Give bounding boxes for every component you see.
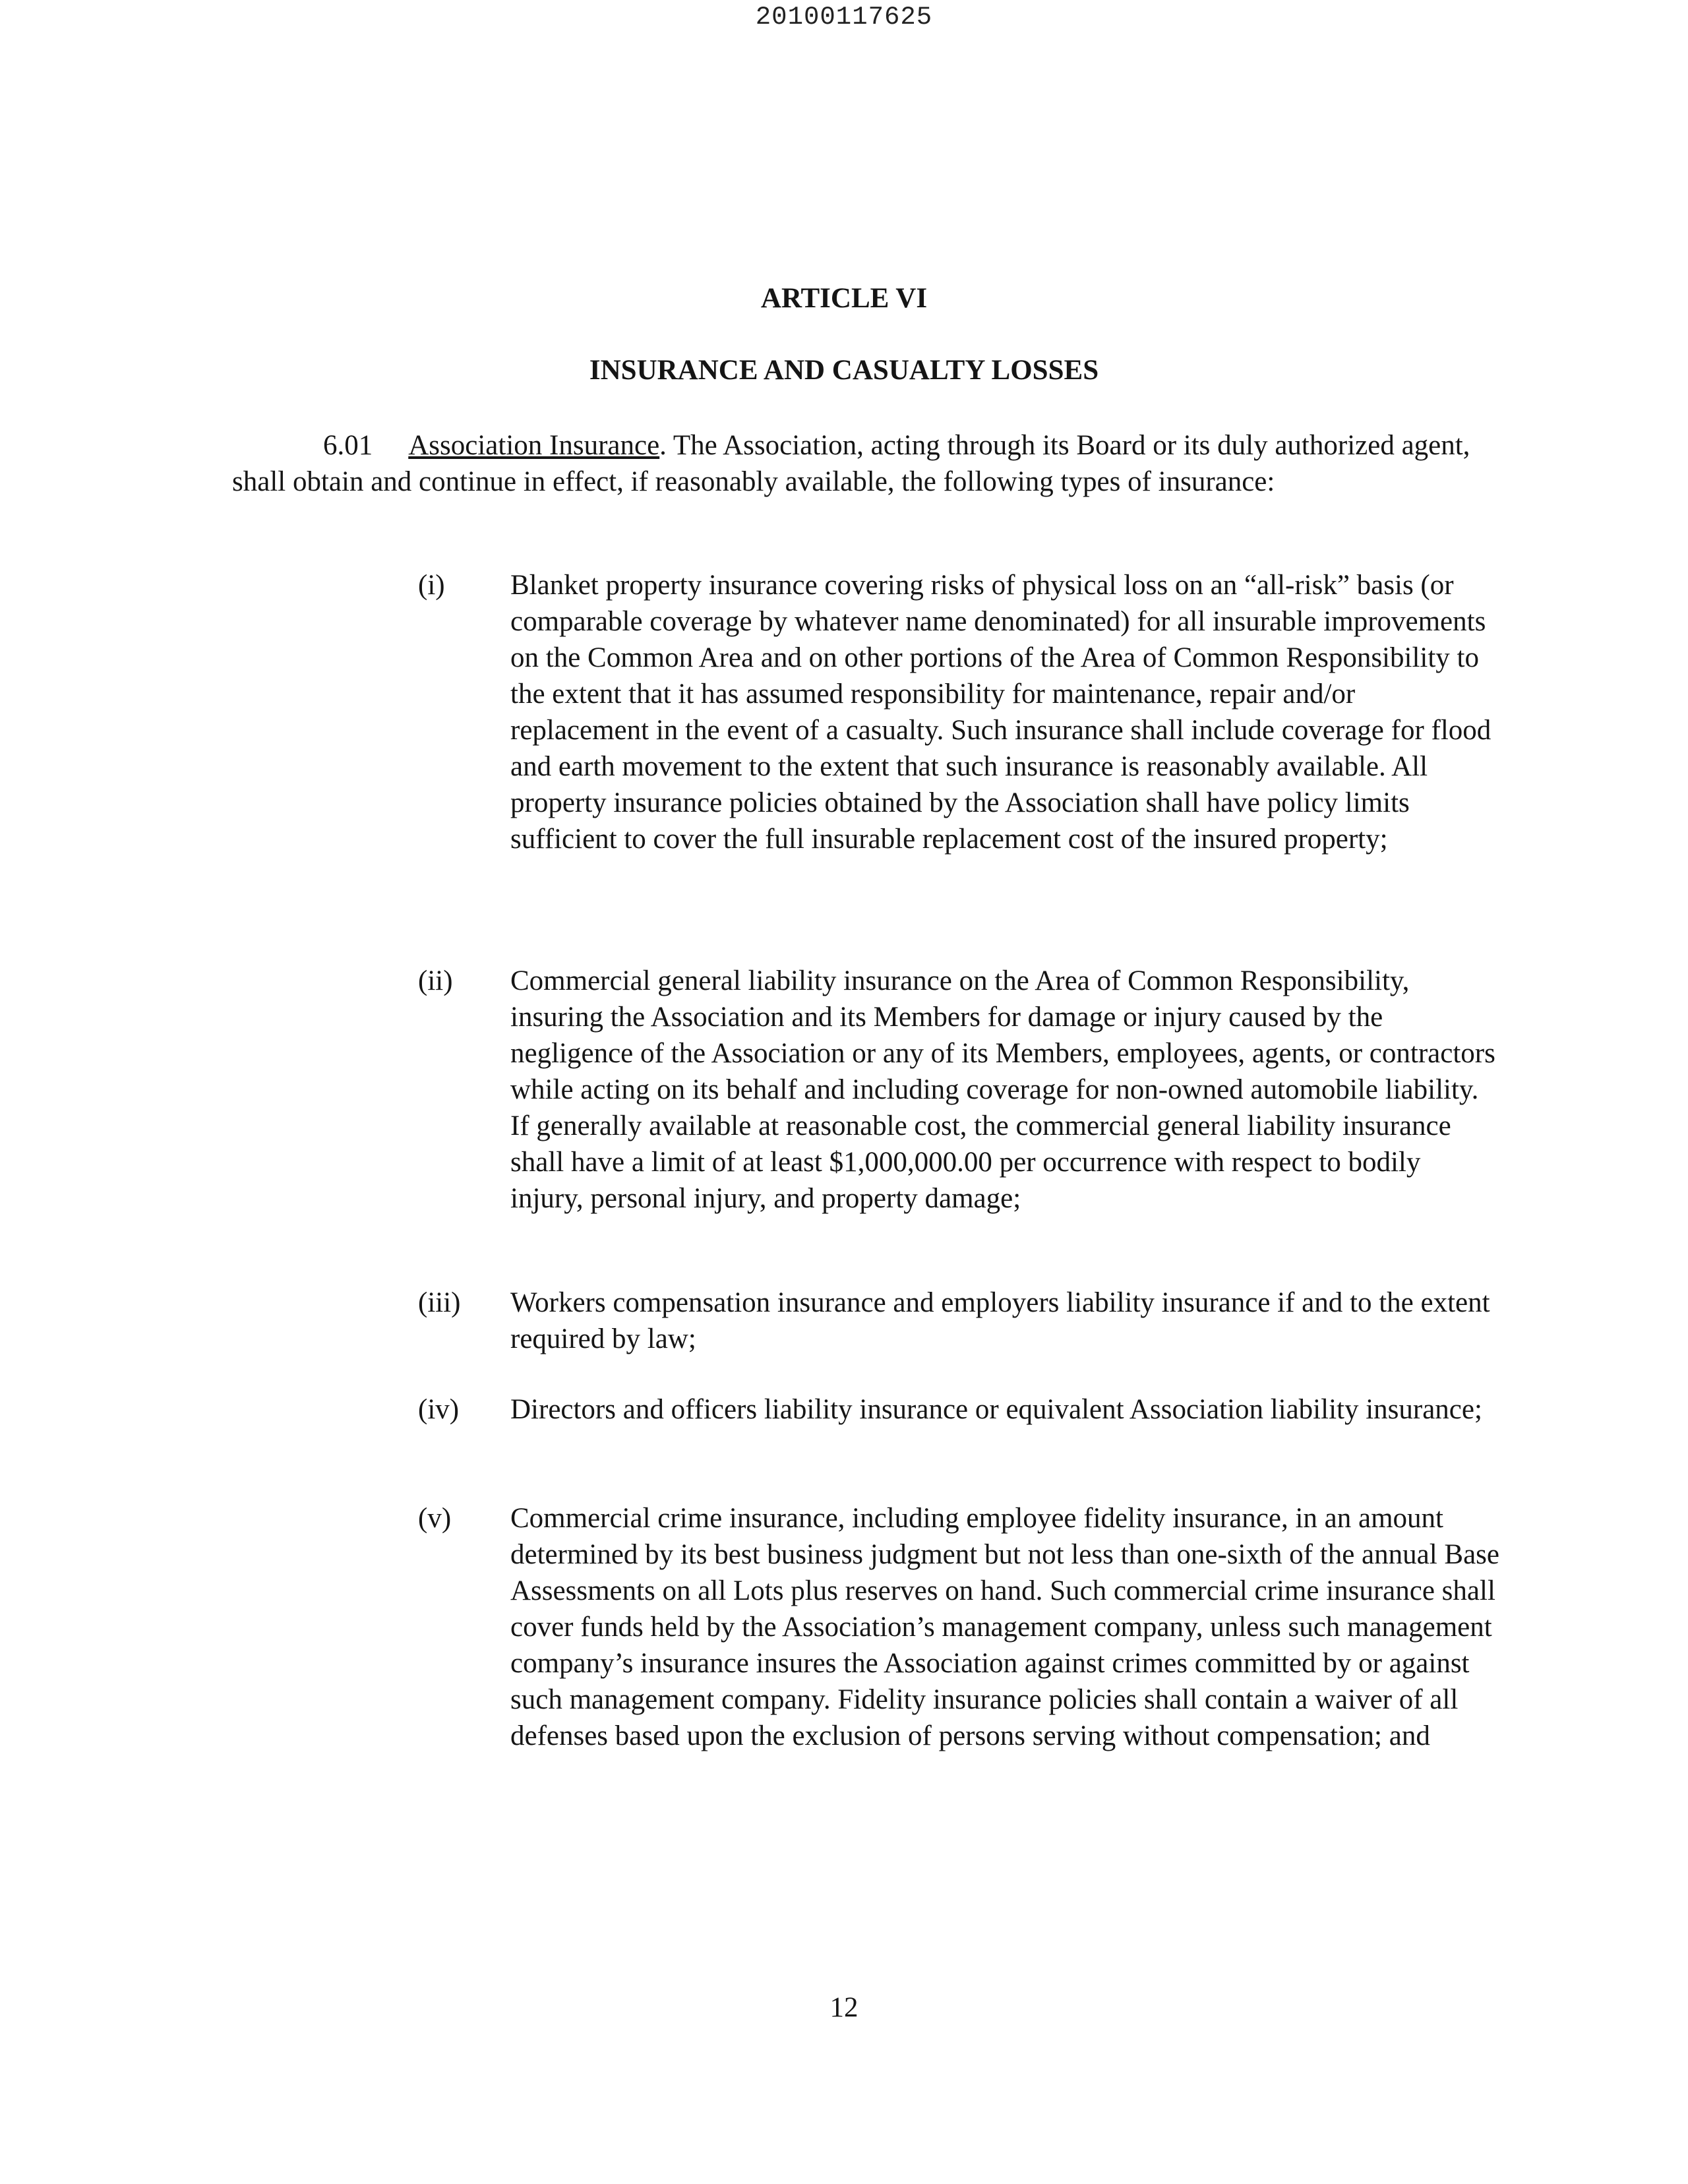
section-number: 6.01 [323,430,373,461]
list-marker: (ii) [418,965,453,996]
article-title: ARTICLE VI [760,283,928,314]
list-text: Workers compensation insurance and employers liability insurance if and to the extent required by law; [510,1287,1490,1354]
list-text: Blanket property insurance covering risks of physical loss on an “all-risk” basis (or comparable coverage by whatever name denominated) for all insurable improvements on the Common Area and on other portions of the Area of Common Responsibility to the extent that it has assumed responsibility for maintenance, repair and/or replacement in the event of a casualty. Such insurance shall include coverage for flood and earth movement to the extent that such insurance is reasonably available. All property insurance policies obtained by the Association shall have policy limits sufficient to cover the full insurable replacement cost of the insured property; [510,570,1492,855]
list-text: Commercial crime insurance, including employee fidelity insurance, in an amount determined by its best business judgment but not less than one-sixth of the annual Base Assessments on all Lots plus reserves on hand. Such commercial crime insurance shall cover funds held by the Association’s management company, unless such management company’s insurance insures the Association against crimes committed by or against such management company. Fidelity insurance policies shall contain a waiver of all defenses based upon the exclusion of persons serving without compensation; and [510,1503,1499,1751]
section-heading: Association Insurance [408,430,660,461]
page-number: 12 [829,1992,859,2023]
section-paragraph [232,427,1472,500]
section-text: The Association, acting through its Board or its duly authorized agent, shall obtain and continue in effect, if reasonably available, the following types of insurance: [232,430,1470,497]
article-subtitle: INSURANCE AND CASUALTY LOSSES [589,355,1099,386]
section-heading-punct: . [659,430,667,461]
list-text: Directors and officers liability insurance or equivalent Association liability insurance; [510,1394,1482,1425]
list-text: Commercial general liability insurance on the Area of Common Responsibility, insuring the Association and its Members for damage or injury caused by the negligence of the Association or any of its Members, employees, agents, or contractors while acting on its behalf and including coverage for non-owned automobile liability. If generally available at reasonable cost, the commercial general liability insurance shall have a limit of at least $1,000,000.00 per occurrence with respect to bodily injury, personal injury, and property damage; [510,965,1495,1214]
document-number: 20100117625 [755,3,933,32]
list-marker: (iv) [418,1394,460,1425]
list-marker: (i) [418,570,445,601]
list-marker: (iii) [418,1287,461,1318]
list-marker: (v) [418,1503,452,1534]
